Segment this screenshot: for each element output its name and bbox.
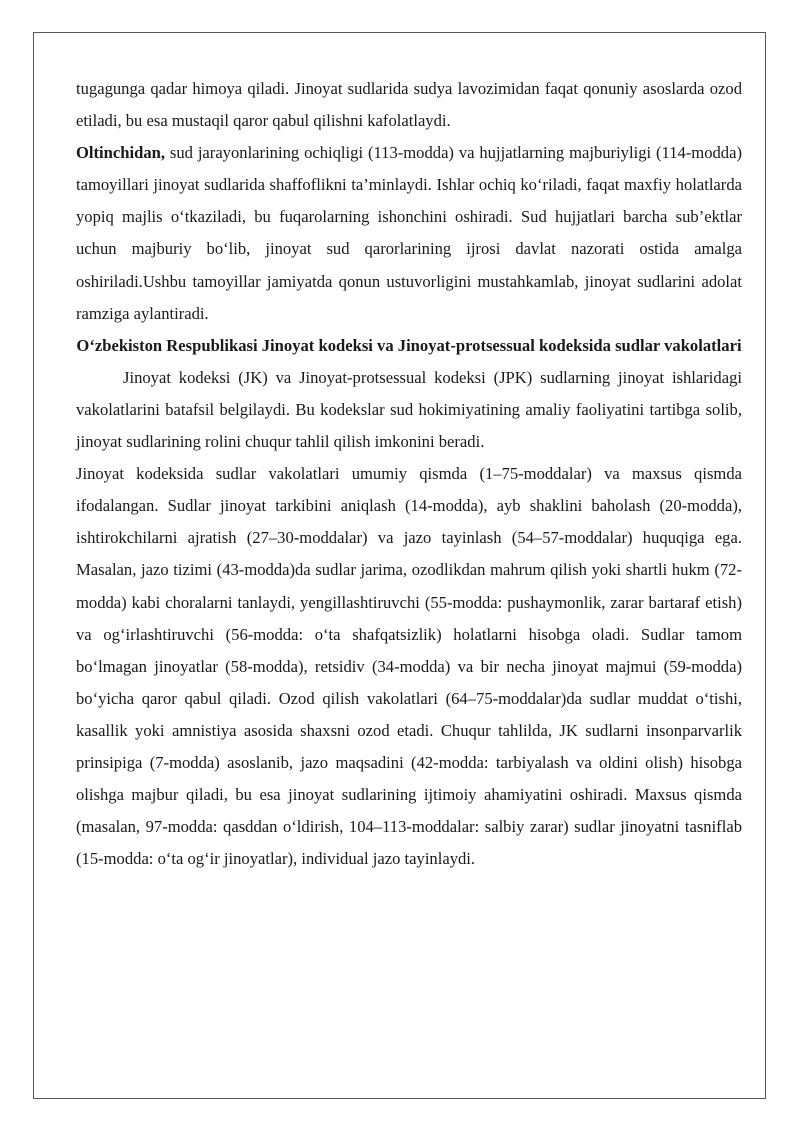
paragraph-codes-intro: Jinoyat kodeksi (JK) va Jinoyat-protsessual kodeksi (JPK) sudlarning jinoyat ishlaridagi vakolatlarini batafsil belgilaydi. Bu kodekslar sud hokimiyatining amaliy faoliyatini tartibga solib, jinoyat sudlarining rolini chuqur tahlil qilish imkonini beradi. [76, 367, 742, 452]
document-body [76, 73, 742, 875]
paragraph-sixth-point [76, 137, 742, 330]
paragraph-lead-word: Oltinchidan, [76, 143, 165, 163]
paragraph-criminal-code-powers: Jinoyat kodeksida sudlar vakolatlari umumiy qismda (1–75-moddalar) va maxsus qismda ifodalangan. Sudlar jinoyat tarkibini aniqlash (14-modda), ayb shaklini baholash (20-modda), ishtirokchilarni ajratish (27–30-moddalar) va jazo tayinlash (54–57-moddalar) huquqiga ega. Masalan, jazo tizimi (43-modda)da sudlar jarima, ozodlikdan mahrum qilish yoki shartli hukm (72-modda) kabi choralarni tanlaydi, yengillashtiruvchi (55-modda: pushaymonlik, zarar bartaraf etish) va og‘irlashtiruvchi (56-modda: o‘ta shafqatsizlik) holatlarni hisobga oladi. Sudlar tamom bo‘lmagan jinoyatlar (58-modda), retsidiv (34-modda) va bir necha jinoyat majmui (59-modda) bo‘yicha qaror qabul qiladi. Ozod qilish vakolatlari (64–75-moddalar)da sudlar muddat o‘tishi, kasallik yoki amnistiya asosida shaxsni ozod etadi. Chuqur tahlilda, JK sudlarni insonparvarlik prinsipiga (7-modda) asoslanib, jazo maqsadini (42-modda: tarbiyalash va oldini olish) hisobga olishga majbur qiladi, bu esa jinoyat sudlarining ijtimoiy ahamiyatini oshiradi. Maxsus qismda (masalan, 97-modda: qasddan o‘ldirish, 104–113-moddalar: salbiy zarar) sudlar jinoyatni tasniflab (15-modda: o‘ta og‘ir jinoyatlar), individual jazo tayinlaydi. [76, 464, 742, 869]
paragraph-sixth-point-body: sud jarayonlarining ochiqligi (113-modda) va hujjatlarning majburiyligi (114-modda) tamoyillari jinoyat sudlarida shaffoflikni ta’minlaydi. Ishlar ochiq ko‘riladi, faqat maxfiy holatlarda yopiq majlis o‘tkaziladi, bu fuqarolarning ishonchini oshiradi. Sud hujjatlari barcha sub’ektlar uchun majburiy bo‘lib, jinoyat sud qarorlarining ijrosi davlat nazorati ostida amalga oshiriladi.Ushbu tamoyillar jamiyatda qonun ustuvorligini mustahkamlab, jinoyat sudlarini adolat ramziga aylantiradi. [76, 143, 742, 323]
paragraph-continuation: tugagunga qadar himoya qiladi. Jinoyat sudlarida sudya lavozimidan faqat qonuniy asoslarda ozod etiladi, bu esa mustaqil qaror qabul qilishni kafolatlaydi. [76, 79, 742, 131]
section-heading: O‘zbekiston Respublikasi Jinoyat kodeksi va Jinoyat-protsessual kodeksida sudlar vakolatlari [76, 335, 742, 355]
